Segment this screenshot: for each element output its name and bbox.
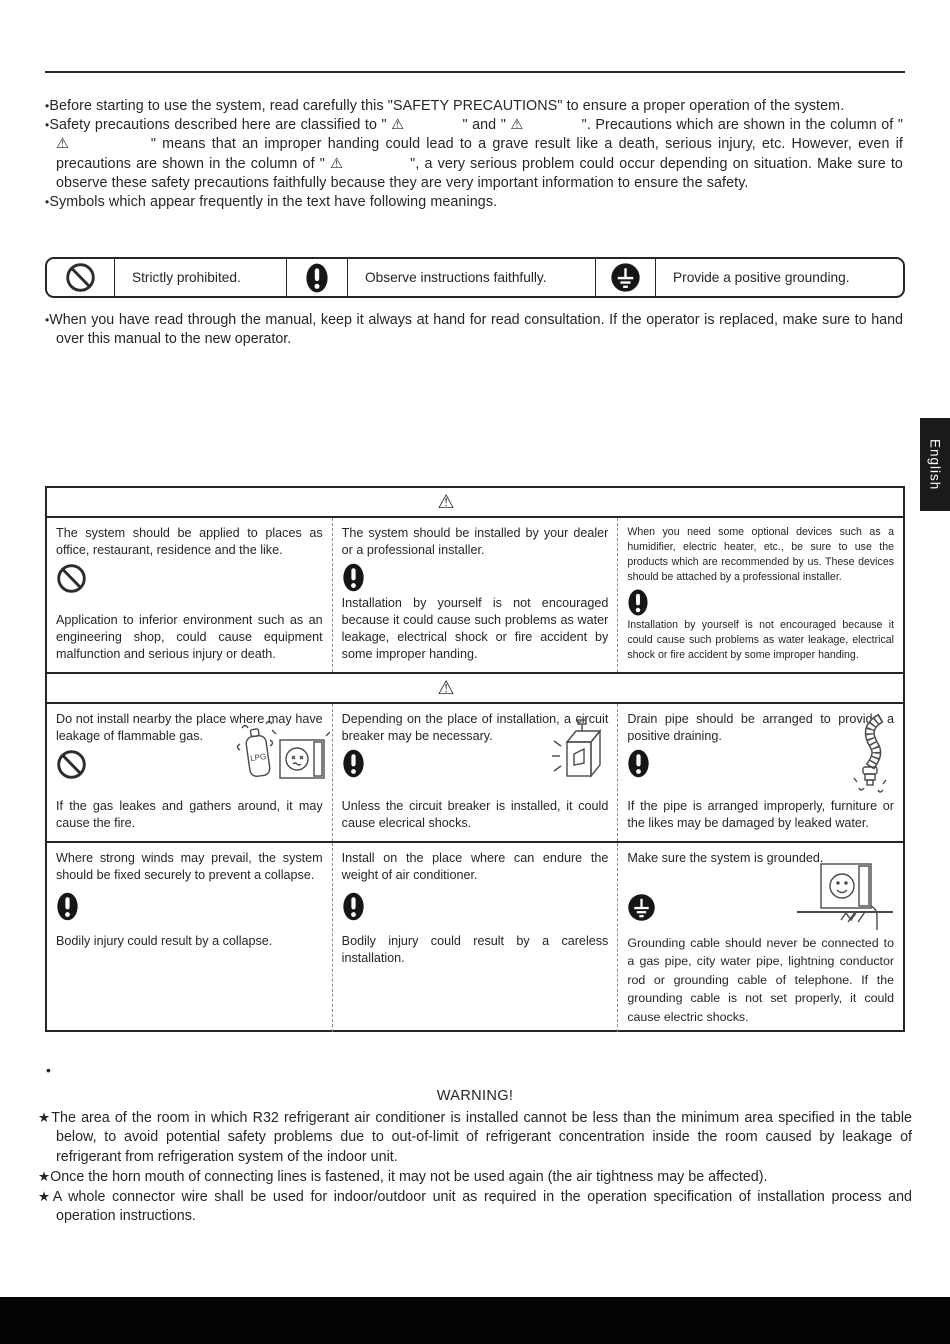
drain-hose-illustration <box>847 714 895 796</box>
legend-label <box>114 259 286 296</box>
legend-label-text: Strictly prohibited. <box>132 270 241 285</box>
cell-consequence: Application to inferior environment such as an engineering shop, could cause equipment malfunction and serious injury or death. <box>56 613 323 661</box>
cell-consequence: Installation by yourself is not encouraged because it could cause such problems as water leakage, electrical shock or fire accident by some improper handing. <box>341 596 609 661</box>
star-icon: ★ <box>38 1110 52 1125</box>
legend-cell <box>286 259 347 296</box>
scan-edge-bar <box>0 1297 950 1344</box>
cell-consequence: Unless the circuit breaker is installed, it could cause elecrical shocks. <box>341 799 609 830</box>
legend-label-text: Observe instructions faithfully. <box>365 270 547 285</box>
caution-header-band <box>47 672 903 704</box>
table-cell <box>47 704 332 841</box>
table-cell <box>332 704 618 841</box>
observe-icon <box>305 263 329 293</box>
intro-paragraph <box>45 193 903 212</box>
cell-heading: The system should be installed by your dealer or a professional installer. <box>341 526 609 557</box>
cell-heading: Where strong winds may prevail, the system should be fixed securely to prevent a collapse. <box>56 851 323 882</box>
warning-items <box>38 1108 912 1227</box>
cell-heading: Drain pipe should be arranged to provide a positive draining. <box>627 712 895 743</box>
cell-heading: When you need some optional devices such as a humidifier, electric heater, etc., be sure to use the products which are recommended by us. These devices should be attached by a professional installer. <box>627 526 895 583</box>
cell-consequence: Bodily injury could result by a careless installation. <box>341 934 609 965</box>
star-icon: ★ <box>38 1189 53 1205</box>
prohibited-icon <box>56 749 87 780</box>
warning-header-band <box>47 488 903 518</box>
observe-icon <box>56 892 79 921</box>
table-cell <box>617 843 903 1032</box>
circuit-breaker-illustration <box>551 718 609 790</box>
legend-label-text: Provide a positive grounding. <box>673 270 850 285</box>
keep-note-text: When you have read through the manual, keep it always at hand for read consultation. If the operator is replaced, make sure to hand over this manual to the new operator. <box>49 312 903 348</box>
top-rule <box>45 71 905 73</box>
intro-paragraph <box>45 116 903 193</box>
table-cell <box>47 843 332 1032</box>
keep-note-paragraph <box>45 311 903 349</box>
bullet-icon: • <box>45 118 50 133</box>
warning-triangle-icon: ⚠ <box>437 491 455 513</box>
intro-paragraph <box>45 97 903 116</box>
grounded-unit-illustration <box>793 856 899 934</box>
prohibited-icon <box>65 262 96 293</box>
table-cell <box>617 704 903 841</box>
safety-table <box>45 486 905 1032</box>
warning-item-text: The area of the room in which R32 refrigerant air conditioner is installed cannot be less than the minimum area specified in the table below, to avoid potential safety problems due to out-of-limit of refrigerant concentration inside the room caused by leakage of refrigerant from refrigeration system of the indoor unit. <box>51 1110 912 1165</box>
observe-icon <box>627 749 650 778</box>
cell-consequence: If the pipe is arranged improperly, furniture or the likes may be damaged by leaked water. <box>627 799 895 830</box>
bullet-icon: • <box>45 195 50 210</box>
table-cell <box>332 843 618 1032</box>
caution-row <box>47 843 903 1032</box>
table-cell <box>47 518 332 672</box>
star-icon: ★ <box>38 1168 51 1184</box>
cell-consequence: Installation by yourself is not encouraged because it could cause such problems as water leakage, electrical shock or fire accident by some improper handing. <box>627 619 895 662</box>
caution-row <box>47 704 903 843</box>
warning-row <box>47 518 903 672</box>
legend-cell <box>595 259 655 296</box>
grounding-icon <box>610 262 641 293</box>
cell-heading: Make sure the system is grounded. <box>627 851 824 865</box>
prohibited-icon <box>56 563 87 594</box>
observe-icon <box>342 563 365 592</box>
keep-note <box>45 311 903 349</box>
cell-heading: Install on the place where can endure the weight of air conditioner. <box>341 851 609 882</box>
bullet-icon: • <box>45 99 50 113</box>
symbols-legend <box>45 257 905 298</box>
warning-item <box>38 1167 912 1187</box>
language-tab-label: English <box>927 438 943 491</box>
intro-text: Symbols which appear frequently in the text have following meanings. <box>49 194 498 211</box>
table-cell <box>332 518 618 672</box>
cell-heading: The system should be applied to places as office, restaurant, residence and the like. <box>56 526 323 557</box>
warning-item <box>38 1108 912 1167</box>
grounding-icon <box>627 893 656 922</box>
caution-triangle-icon: ⚠ <box>437 677 455 699</box>
warning-item-text: Once the horn mouth of connecting lines is fastened, it may not be used again (the air tightness may be affected). <box>50 1168 768 1185</box>
intro-text: Before starting to use the system, read carefully this "SAFETY PRECAUTIONS" to ensure a proper operation of the system. <box>49 98 845 114</box>
language-tab <box>920 418 950 511</box>
warning-item <box>38 1187 912 1227</box>
lpg-gas-leak-illustration <box>226 718 330 794</box>
observe-icon <box>627 589 649 616</box>
bullet-icon: • <box>46 1062 51 1078</box>
cell-heading: Do not install nearby the place where may have leakage of flammable gas. <box>56 712 323 743</box>
cell-consequence: If the gas leakes and gathers around, it may cause the fire. <box>56 799 323 830</box>
observe-icon <box>342 749 365 778</box>
legend-label <box>347 259 595 296</box>
legend-label <box>655 259 903 296</box>
warning-title: WARNING! <box>436 1088 514 1104</box>
cell-consequence: Bodily injury could result by a collapse. <box>56 934 273 948</box>
observe-icon <box>342 892 365 921</box>
legend-cell <box>47 259 114 296</box>
table-cell <box>617 518 903 672</box>
intro-section <box>45 97 903 212</box>
bullet-icon: • <box>45 313 50 327</box>
warning-item-text: A whole connector wire shall be used for indoor/outdoor unit as required in the operation specification of installation process and operation instructions. <box>52 1189 912 1225</box>
intro-text: Safety precautions described here are classified to " ⚠ " and " ⚠ ". Precautions which are shown in the column of " ⚠ " means that an improper handing could lead to a grave result like a death, serious injury, etc. However, even if precautions are shown in the column of " ⚠ ", a very serious problem could occur depending on situation. Make sure to observe these safety precautions faithfully because they are very important information to ensure the safety. <box>49 117 903 191</box>
lpg-label: LPG <box>249 751 267 764</box>
cell-heading: Depending on the place of installation, a circuit breaker may be necessary. <box>341 712 609 743</box>
cell-consequence: Grounding cable should never be connected to a gas pipe, city water pipe, lightning conductor rod or grounding cable of telephone. If the grounding cable is not set properly, it could cause electric shocks. <box>627 936 895 1024</box>
